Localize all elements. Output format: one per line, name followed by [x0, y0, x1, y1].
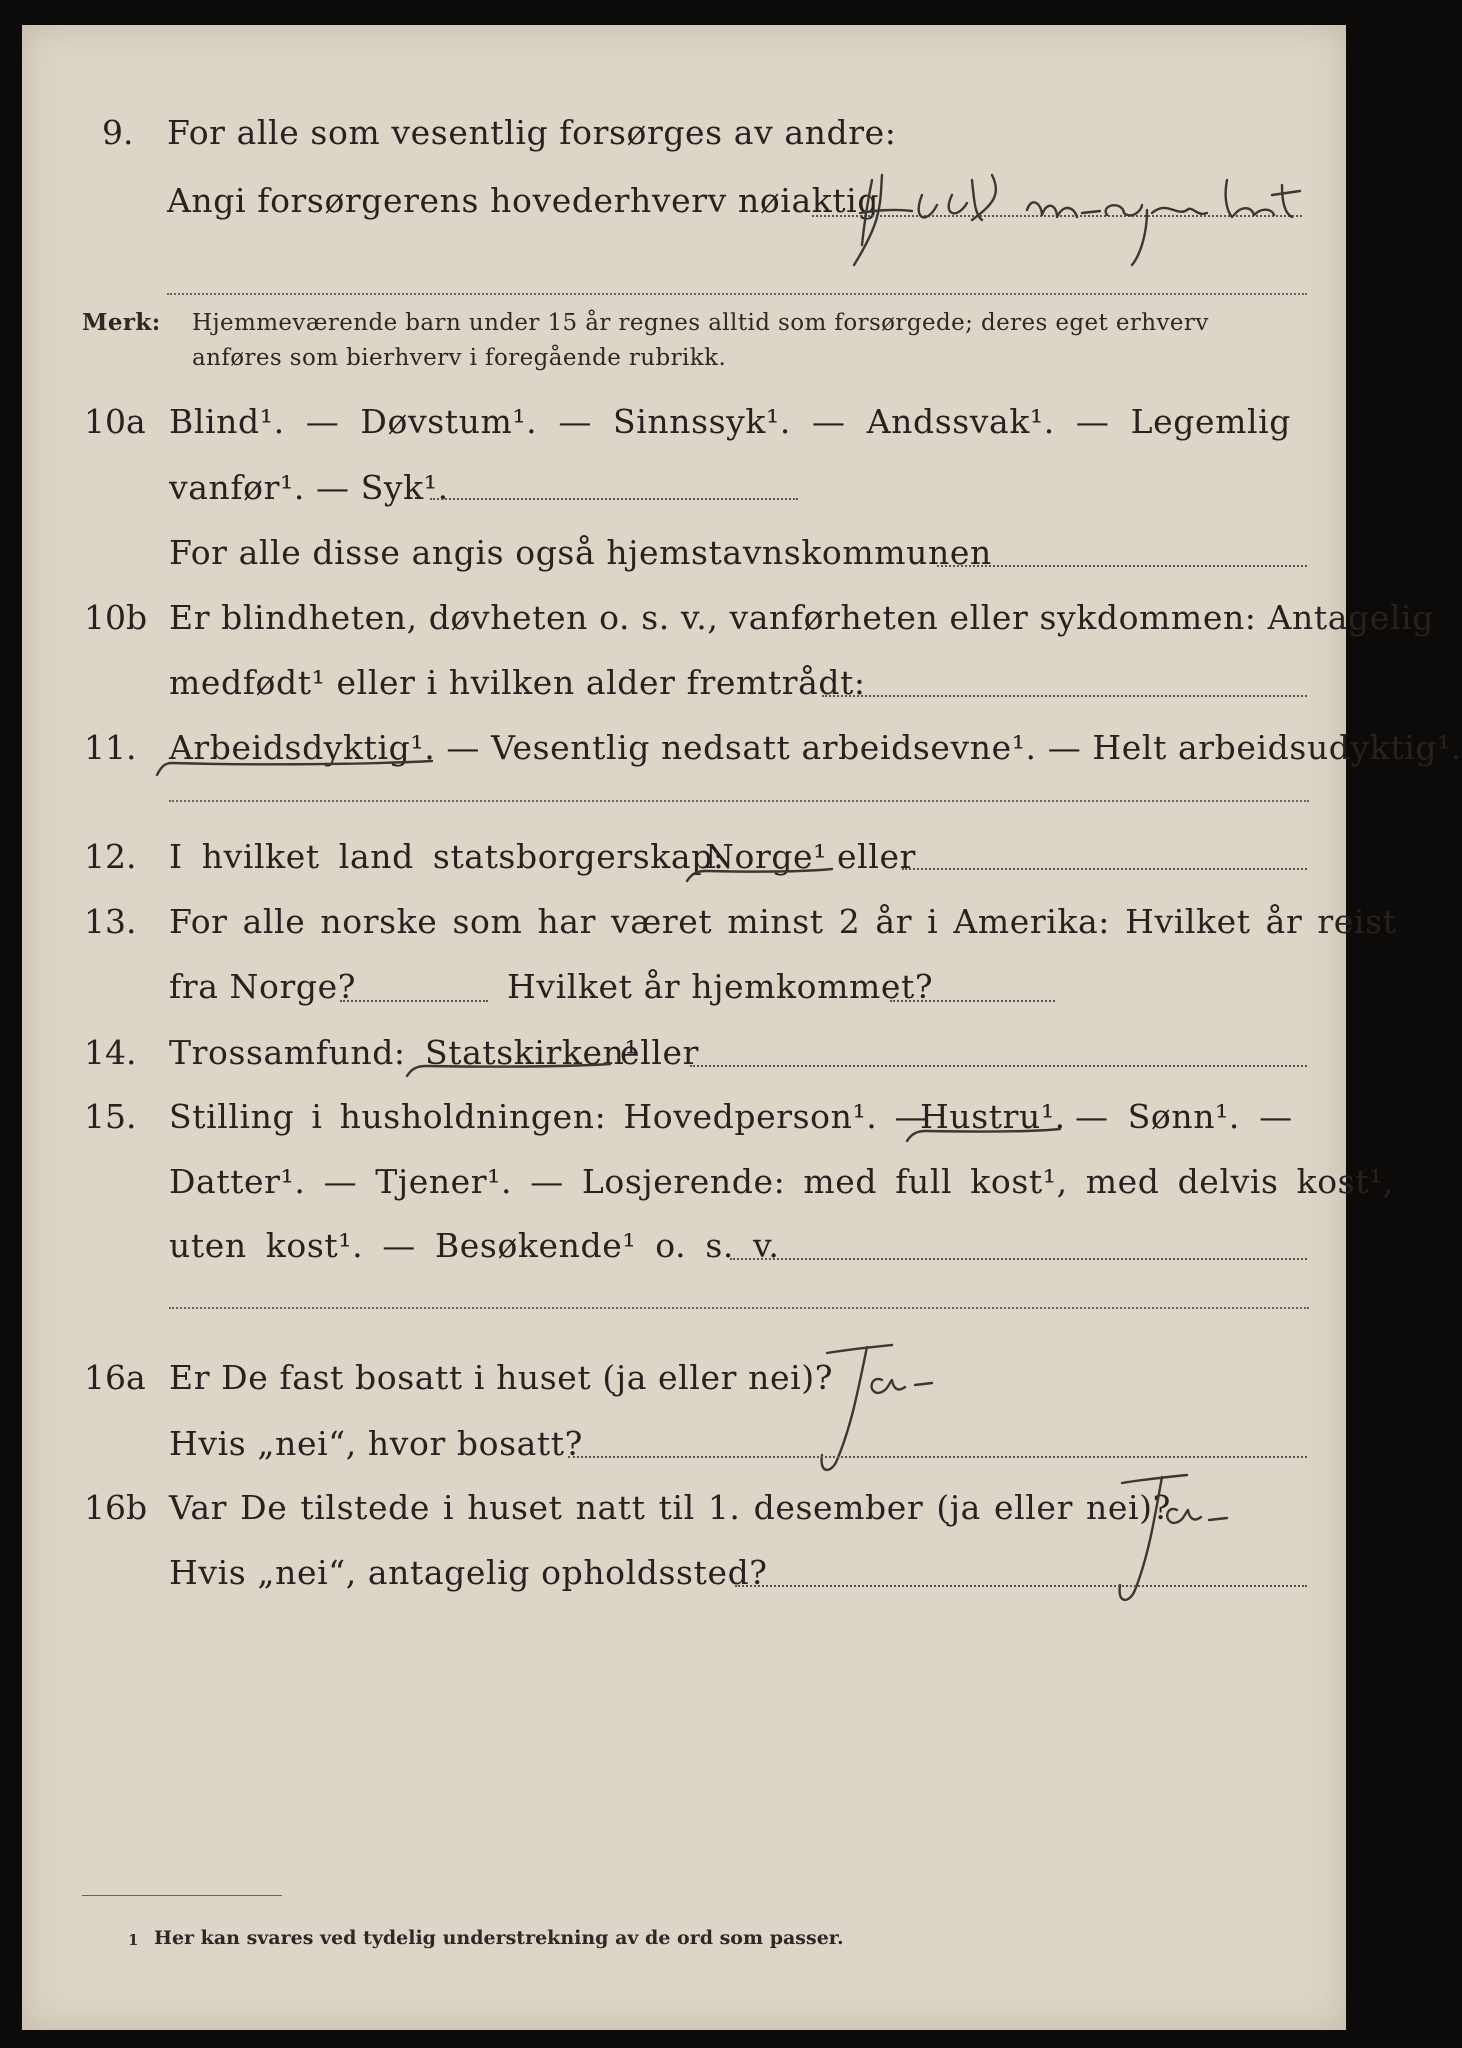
- q12-text: I hvilket land statsborgerskap:: [169, 837, 725, 876]
- q16a-line2: Hvis „nei“, hvor bosatt?: [169, 1424, 583, 1463]
- q15-number: 15.: [84, 1097, 137, 1136]
- q11-separator: [169, 800, 1309, 802]
- q12-number: 12.: [84, 837, 137, 876]
- q9-separator: [167, 293, 1307, 295]
- q10a-hjemstavn-line: [937, 565, 1307, 567]
- q15-underline-mark: [902, 1123, 1072, 1149]
- q13-hjemkommet-line: [890, 1000, 1055, 1002]
- q11-underline-mark: [152, 753, 442, 783]
- q16b-line1: Var De tilstede i huset natt til 1. desember (ja eller nei)?: [169, 1488, 1171, 1527]
- q15-line1c: — Sønn¹. —: [1075, 1097, 1293, 1136]
- q15-option-hustru: Hustru¹.: [920, 1097, 1066, 1136]
- q13-line2a: fra Norge?: [169, 967, 357, 1006]
- q9-line2: Angi forsørgerens hovederhverv nøiaktig: [167, 181, 880, 220]
- q11-option-arbeidsdyktig: Arbeidsdyktig¹.: [169, 728, 436, 767]
- q14-eller: eller: [620, 1033, 699, 1072]
- merk-line1: Hjemmeværende barn under 15 år regnes alltid som forsørgede; deres eget erhverv: [192, 310, 1209, 336]
- q14-text: Trossamfund:: [169, 1033, 406, 1072]
- q10b-answer-line: [822, 695, 1307, 697]
- q9-number: 9.: [102, 113, 134, 152]
- q16b-line2: Hvis „nei“, antagelig opholdssted?: [169, 1553, 768, 1592]
- q11-rest: — Vesentlig nedsatt arbeidsevne¹. — Helt arbeidsudyktig¹.: [435, 728, 1462, 767]
- q15-line1a: Stilling i husholdningen: Hovedperson¹. —: [169, 1097, 929, 1136]
- q15-line3: uten kost¹. — Besøkende¹ o. s. v.: [169, 1226, 780, 1265]
- q10a-line1: Blind¹. — Døvstum¹. — Sinnssyk¹. — Andssvak¹. — Legemlig: [169, 402, 1292, 441]
- q10a-number: 10a: [84, 402, 146, 441]
- q16a-handwritten-ja: [797, 1335, 967, 1485]
- q14-answer-line: [690, 1065, 1307, 1067]
- q16a-bosatt-line: [568, 1456, 1307, 1458]
- merk-label: Merk:: [82, 309, 161, 336]
- q15-separator: [169, 1307, 1309, 1309]
- q13-line2b: Hvilket år hjemkommet?: [507, 967, 934, 1006]
- q14-option-statskirken: Statskirken¹: [425, 1033, 639, 1072]
- q12-option-norge: Norge¹: [705, 837, 828, 876]
- q10a-syk-line: [430, 498, 798, 500]
- census-form-page: [22, 25, 1462, 2030]
- q13-number: 13.: [84, 902, 137, 941]
- q12-eller: eller: [837, 837, 916, 876]
- footnote-text: Her kan svares ved tydelig understrekning av de ord som passer.: [154, 1927, 844, 1949]
- footnote-mark: 1: [128, 1931, 139, 1949]
- q9-line1: For alle som vesentlig forsørges av andre:: [167, 113, 897, 152]
- q14-number: 14.: [84, 1033, 137, 1072]
- q16b-number: 16b: [84, 1488, 148, 1527]
- q16b-opholdssted-line: [735, 1585, 1307, 1587]
- q14-underline-mark: [402, 1058, 622, 1084]
- q13-line1: For alle norske som har været minst 2 år i Amerika: Hvilket år reist: [169, 902, 1397, 941]
- q16a-number: 16a: [84, 1358, 146, 1397]
- q13-reist-line: [340, 1000, 488, 1002]
- q10a-line3: For alle disse angis også hjemstavnskommunen: [169, 533, 992, 572]
- q10b-number: 10b: [84, 598, 148, 637]
- q16b-handwritten-ja: [1097, 1465, 1257, 1615]
- q10a-line2: vanfør¹. — Syk¹.: [169, 468, 449, 507]
- q15-answer-line: [730, 1258, 1307, 1260]
- merk-line2: anføres som bierhverv i foregående rubrikk.: [192, 345, 727, 371]
- q10b-line1: Er blindheten, døvheten o. s. v., vanførheten eller sykdommen: Antagelig: [169, 598, 1434, 637]
- q9-handwritten-answer: [842, 165, 1312, 275]
- q16a-line1: Er De fast bosatt i huset (ja eller nei)?: [169, 1358, 833, 1397]
- q12-underline-mark: [682, 863, 842, 889]
- q15-line2: Datter¹. — Tjener¹. — Losjerende: med full kost¹, med delvis kost¹,: [169, 1162, 1394, 1201]
- q12-answer-line: [902, 868, 1307, 870]
- q11-number: 11.: [84, 728, 137, 767]
- q10b-line2: medfødt¹ eller i hvilken alder fremtrådt:: [169, 663, 866, 702]
- footnote-rule: [82, 1895, 282, 1896]
